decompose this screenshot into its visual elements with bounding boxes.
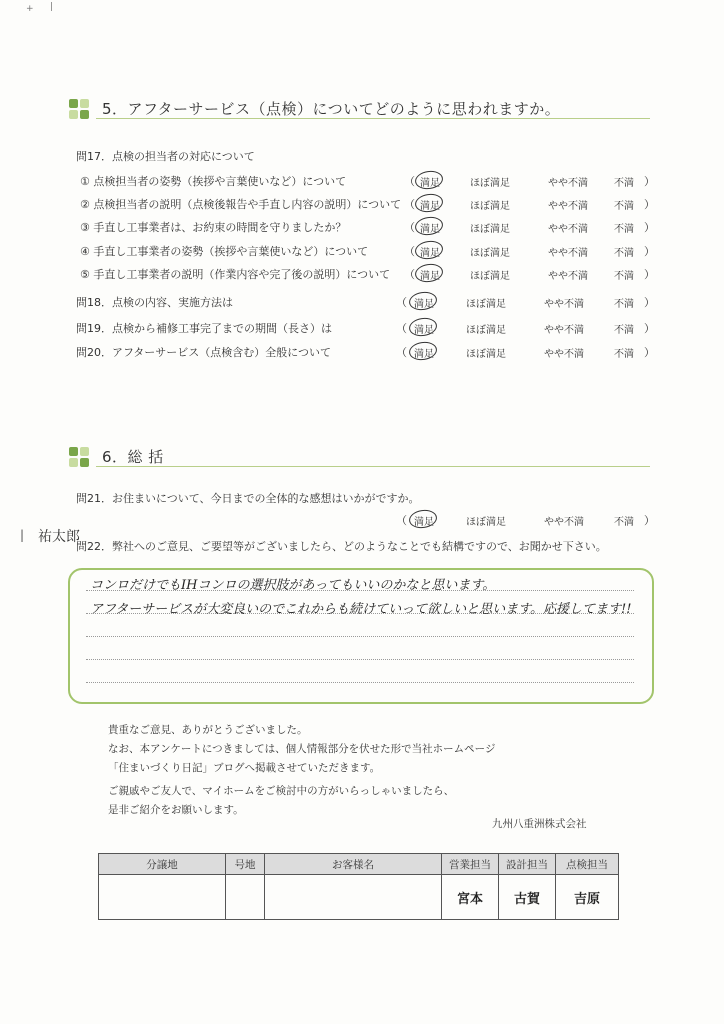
option-somewhat-dissatisfied[interactable]: やや不満 <box>548 224 588 235</box>
q17-item-5: ⑤ 手直し工事業者の説明（作業内容や完了後の説明）について <box>80 268 391 281</box>
side-name: 祐太郎 <box>38 529 80 545</box>
q17-item-3: ③ 手直し工事業者は、お約束の時間を守りましたか？ <box>80 221 347 234</box>
company-name: 九州八重洲株式会社 <box>492 818 587 830</box>
paren-close: ） <box>644 245 655 258</box>
option-satisfied[interactable]: 満足 <box>420 197 440 212</box>
ruled-line <box>86 636 634 637</box>
q18-options <box>396 294 654 310</box>
paren-open: （ <box>396 322 407 335</box>
value-design: 古賀 <box>499 875 556 920</box>
option-somewhat-dissatisfied[interactable]: やや不満 <box>548 248 588 259</box>
corner-mark: + <box>26 4 34 14</box>
q17-5-options <box>404 266 654 282</box>
paren-close: ） <box>644 346 655 359</box>
option-mostly-satisfied[interactable]: ほぼ満足 <box>470 201 510 212</box>
option-satisfied[interactable]: 満足 <box>420 220 440 235</box>
q17-2-options <box>404 196 654 212</box>
comment-text-line1: コンロだけでもIHコンロの選択肢があってもいいのかなと思います。 <box>90 578 496 593</box>
header-inspection: 点検担当 <box>556 854 619 875</box>
option-satisfied[interactable]: 満足 <box>414 345 434 360</box>
option-mostly-satisfied[interactable]: ほぼ満足 <box>470 178 510 189</box>
q17-3-options <box>404 219 654 235</box>
option-dissatisfied[interactable]: 不満 <box>614 201 634 212</box>
q19-label: 問19．点検から補修工事完了までの期間（長さ）は <box>76 322 332 335</box>
value-lot <box>99 875 226 920</box>
section-logo-icon <box>68 446 90 468</box>
closing-line3: 「住まいづくり日記」ブログへ掲載させていただきます。 <box>108 762 381 774</box>
closing-line4: ご親戚やご友人で、マイホームをご検討中の方がいらっしゃいましたら、 <box>108 785 455 797</box>
q21-options <box>396 512 654 528</box>
paren-open: （ <box>404 175 415 188</box>
value-lot-number <box>226 875 265 920</box>
section6-underline <box>96 466 650 467</box>
comment-text-line2: アフターサービスが大変良いのでこれからも続けていって欲しいと思います。応援してます!! <box>90 602 632 617</box>
q17-4-options <box>404 243 654 259</box>
option-dissatisfied[interactable]: 不満 <box>614 271 634 282</box>
paren-close: ） <box>644 296 655 309</box>
paren-open: （ <box>404 245 415 258</box>
q17-item-4: ④ 手直し工事業者の姿勢（挨拶や言葉使いなど）について <box>80 245 369 258</box>
q20-options <box>396 344 654 360</box>
option-satisfied[interactable]: 満足 <box>420 244 440 259</box>
option-satisfied[interactable]: 満足 <box>420 267 440 282</box>
option-somewhat-dissatisfied[interactable]: やや不満 <box>544 299 584 310</box>
q17-item-1: ① 点検担当者の姿勢（挨拶や言葉使いなど）について <box>80 175 347 188</box>
option-mostly-satisfied[interactable]: ほぼ満足 <box>466 349 506 360</box>
paren-open: （ <box>404 268 415 281</box>
value-sales: 宮本 <box>442 875 499 920</box>
option-dissatisfied[interactable]: 不満 <box>614 224 634 235</box>
side-bar-mark: | <box>20 528 25 542</box>
option-mostly-satisfied[interactable]: ほぼ満足 <box>466 299 506 310</box>
option-mostly-satisfied[interactable]: ほぼ満足 <box>466 517 506 528</box>
header-sales: 営業担当 <box>442 854 499 875</box>
q17-heading: 問17．点検の担当者の対応について <box>76 150 255 163</box>
paren-close: ） <box>644 198 655 211</box>
closing-line5: 是非ご紹介をお願いします。 <box>108 804 244 816</box>
q17-1-options <box>404 173 654 189</box>
q20-label: 問20．アフターサービス（点検含む）全般について <box>76 346 332 359</box>
closing-line2: なお、本アンケートにつきましては、個人情報部分を伏せた形で当社ホームページ <box>108 743 496 755</box>
section-logo-icon <box>68 98 90 120</box>
q22-label: 問22．弊社へのご意見、ご要望等がございましたら、どのようなことでも結構ですので、お聞かせ下さい。 <box>76 540 607 553</box>
option-somewhat-dissatisfied[interactable]: やや不満 <box>548 271 588 282</box>
option-dissatisfied[interactable]: 不満 <box>614 248 634 259</box>
paren-close: ） <box>644 268 655 281</box>
header-lot-number: 号地 <box>226 854 265 875</box>
option-satisfied[interactable]: 満足 <box>414 321 434 336</box>
option-dissatisfied[interactable]: 不満 <box>614 178 634 189</box>
closing-line1: 貴重なご意見、ありがとうございました。 <box>108 724 308 736</box>
q21-label: 問21．お住まいについて、今日までの全体的な感想はいかがですか。 <box>76 492 420 505</box>
option-satisfied[interactable]: 満足 <box>414 513 434 528</box>
paren-open: （ <box>396 346 407 359</box>
option-somewhat-dissatisfied[interactable]: やや不満 <box>548 178 588 189</box>
option-somewhat-dissatisfied[interactable]: やや不満 <box>544 325 584 336</box>
option-mostly-satisfied[interactable]: ほぼ満足 <box>470 248 510 259</box>
paren-close: ） <box>644 514 655 527</box>
header-design: 設計担当 <box>499 854 556 875</box>
option-satisfied[interactable]: 満足 <box>420 174 440 189</box>
info-table <box>98 853 619 920</box>
option-dissatisfied[interactable]: 不満 <box>614 349 634 360</box>
paren-close: ） <box>644 322 655 335</box>
section5-title: 5．アフターサービス（点検）についてどのように思われますか。 <box>102 100 561 118</box>
option-somewhat-dissatisfied[interactable]: やや不満 <box>548 201 588 212</box>
value-customer <box>265 875 442 920</box>
value-inspection: 吉原 <box>556 875 619 920</box>
q19-options <box>396 320 654 336</box>
option-dissatisfied[interactable]: 不満 <box>614 517 634 528</box>
option-somewhat-dissatisfied[interactable]: やや不満 <box>544 517 584 528</box>
paren-close: ） <box>644 175 655 188</box>
paren-open: （ <box>396 514 407 527</box>
option-dissatisfied[interactable]: 不満 <box>614 325 634 336</box>
option-somewhat-dissatisfied[interactable]: やや不満 <box>544 349 584 360</box>
header-lot: 分譲地 <box>99 854 226 875</box>
ruled-line <box>86 659 634 660</box>
corner-mark: | <box>50 2 54 12</box>
option-mostly-satisfied[interactable]: ほぼ満足 <box>470 224 510 235</box>
paren-close: ） <box>644 221 655 234</box>
header-customer: お客様名 <box>265 854 442 875</box>
option-satisfied[interactable]: 満足 <box>414 295 434 310</box>
option-mostly-satisfied[interactable]: ほぼ満足 <box>470 271 510 282</box>
ruled-line <box>86 682 634 683</box>
paren-open: （ <box>396 296 407 309</box>
q18-label: 問18．点検の内容、実施方法は <box>76 296 233 309</box>
option-mostly-satisfied[interactable]: ほぼ満足 <box>466 325 506 336</box>
option-dissatisfied[interactable]: 不満 <box>614 299 634 310</box>
paren-open: （ <box>404 221 415 234</box>
q17-item-2: ② 点検担当者の説明（点検後報告や手直し内容の説明）について <box>80 198 402 211</box>
section5-underline <box>96 118 650 119</box>
section6-title: 6．総 括 <box>102 448 164 466</box>
paren-open: （ <box>404 198 415 211</box>
